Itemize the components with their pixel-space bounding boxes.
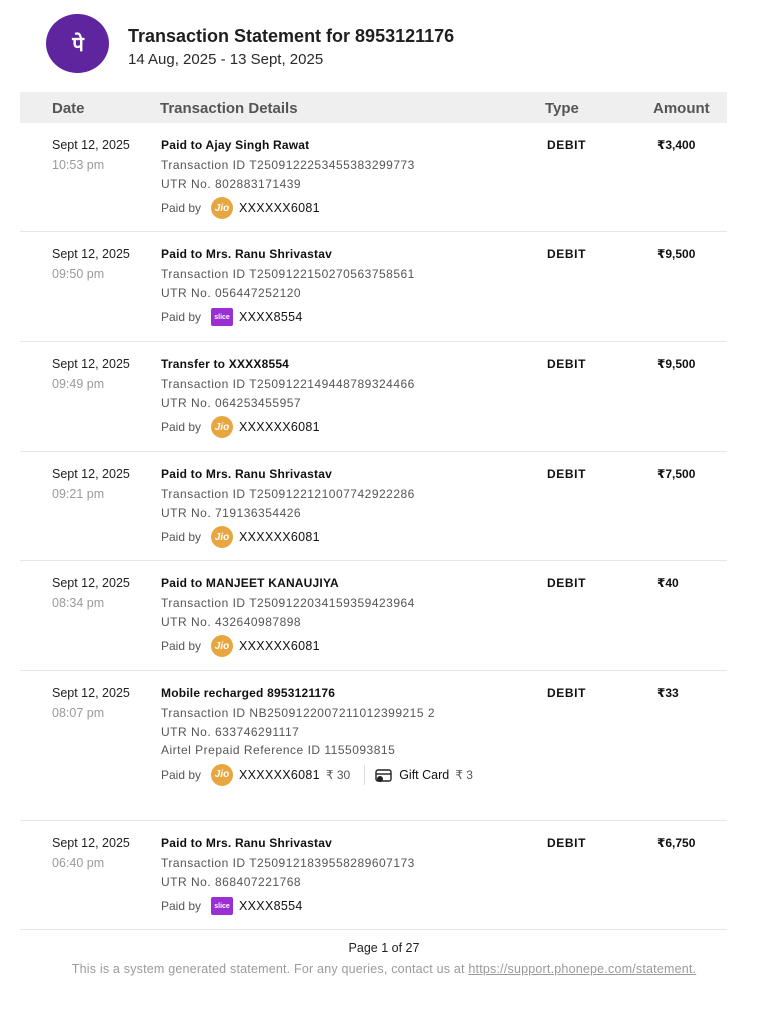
statement-title: Transaction Statement for 8953121176 [128,26,455,46]
transaction-title: Transfer to XXXX8554 [161,357,290,371]
transaction-time: 06:40 pm [52,856,105,870]
transaction-time: 09:49 pm [52,377,105,391]
account-number: XXXXXX6081 [239,767,320,782]
transaction-title: Paid to Mrs. Ranu Shrivastav [161,247,332,261]
svg-text:पे: पे [71,31,84,56]
paid-by [161,895,303,917]
paid-by [161,416,320,438]
transaction-title: Mobile recharged 8953121176 [161,686,336,700]
page-number: Page 1 of 27 [348,941,420,955]
column-header-date: Date [52,100,85,117]
transaction-time: 09:50 pm [52,267,105,281]
transaction-time: 08:07 pm [52,706,105,720]
footer-note-text: This is a system generated statement. For any queries, contact us at [71,962,469,976]
support-link[interactable]: https://support.phonepe.com/statement. [468,962,697,976]
reference-id: Airtel Prepaid Reference ID 1155093815 [161,743,396,757]
statement-header [46,14,746,76]
paid-by-label: Paid by [161,201,202,215]
gift-card-amount: ₹ 3 [455,767,473,782]
column-header-details: Transaction Details [160,100,298,117]
transaction-time: 08:34 pm [52,596,105,610]
transaction-title: Paid to Mrs. Ranu Shrivastav [161,836,332,850]
jio-bank-icon: Jio [211,526,233,548]
utr-number: UTR No. 056447252120 [161,285,302,300]
transaction-id: Transaction ID NB2509122007211012399215 2 [161,706,436,720]
transaction-amount: ₹9,500 [657,247,696,261]
transaction-amount: ₹40 [657,576,679,590]
transaction-row [20,452,727,561]
column-header-type: Type [545,100,579,117]
transaction-id: Transaction ID T2509121839558289607173 [161,856,415,870]
jio-bank-icon: Jio [211,416,233,438]
jio-bank-icon: Jio [211,635,233,657]
jio-bank-icon: Jio [211,764,233,786]
account-amount: ₹ 30 [325,767,351,782]
transaction-type: DEBIT [547,138,586,152]
utr-number: UTR No. 802883171439 [161,176,302,191]
transaction-amount: ₹9,500 [657,357,696,371]
utr-number: UTR No. 868407221768 [161,874,302,889]
transaction-row [20,123,727,232]
transaction-date: Sept 12, 2025 [52,576,130,590]
transaction-id: Transaction ID T2509122253455383299773 [161,158,415,172]
paid-by-label: Paid by [161,310,202,324]
transaction-time: 10:53 pm [52,158,105,172]
gift-card-label: Gift Card [399,767,450,782]
phonepe-logo-icon [46,14,109,73]
transaction-amount: ₹6,750 [657,836,696,850]
transaction-row [20,342,727,452]
paid-by [161,526,320,548]
transaction-date: Sept 12, 2025 [52,247,130,261]
utr-number: UTR No. 432640987898 [161,614,302,629]
transaction-title: Paid to Ajay Singh Rawat [161,138,310,152]
divider [364,765,365,785]
table-header [20,92,727,123]
transaction-amount: ₹7,500 [657,467,696,481]
paid-by-label: Paid by [161,899,202,913]
paid-by-label: Paid by [161,639,202,653]
utr-number: UTR No. 633746291117 [161,724,300,739]
utr-number: UTR No. 064253455957 [161,395,302,410]
gift-card-icon [375,767,393,783]
jio-bank-icon: Jio [211,197,233,219]
transaction-amount: ₹33 [657,686,679,700]
transaction-time: 09:21 pm [52,487,105,501]
transaction-row [20,561,727,671]
slice-bank-icon: slice [211,897,233,915]
transaction-title: Paid to Mrs. Ranu Shrivastav [161,467,332,481]
account-number: XXXXXX6081 [239,530,320,544]
transaction-amount: ₹3,400 [657,138,696,152]
transaction-date: Sept 12, 2025 [52,138,130,152]
transaction-id: Transaction ID T2509122034159359423964 [161,596,415,610]
transaction-date: Sept 12, 2025 [52,836,130,850]
transaction-id: Transaction ID T2509122121007742922286 [161,487,415,501]
paid-by [161,197,320,219]
transaction-type: DEBIT [547,247,586,261]
transaction-type: DEBIT [547,357,586,371]
utr-number: UTR No. 719136354426 [161,505,302,520]
transaction-date: Sept 12, 2025 [52,357,130,371]
slice-bank-icon: slice [211,308,233,326]
paid-by [161,764,473,786]
paid-by-label: Paid by [161,767,202,782]
paid-by-label: Paid by [161,420,202,434]
transaction-type: DEBIT [547,467,586,481]
transaction-title: Paid to MANJEET KANAUJIYA [161,576,339,590]
transaction-row [20,671,727,821]
statement-date-range: 14 Aug, 2025 - 13 Sept, 2025 [128,51,324,68]
paid-by [161,306,303,328]
transaction-type: DEBIT [547,686,586,700]
paid-by [161,635,320,657]
column-header-amount: Amount [653,100,710,117]
transaction-date: Sept 12, 2025 [52,467,130,481]
account-number: XXXX8554 [239,899,303,913]
transaction-id: Transaction ID T2509122150270563758561 [161,267,415,281]
account-number: XXXXXX6081 [239,639,320,653]
transaction-id: Transaction ID T2509122149448789324466 [161,377,415,391]
transaction-type: DEBIT [547,836,586,850]
account-number: XXXXXX6081 [239,201,320,215]
transaction-row [20,821,727,930]
paid-by-label: Paid by [161,530,202,544]
account-number: XXXXXX6081 [239,420,320,434]
transaction-date: Sept 12, 2025 [52,686,130,700]
transaction-type: DEBIT [547,576,586,590]
account-number: XXXX8554 [239,310,303,324]
footer-note [0,962,768,976]
transaction-row [20,232,727,342]
